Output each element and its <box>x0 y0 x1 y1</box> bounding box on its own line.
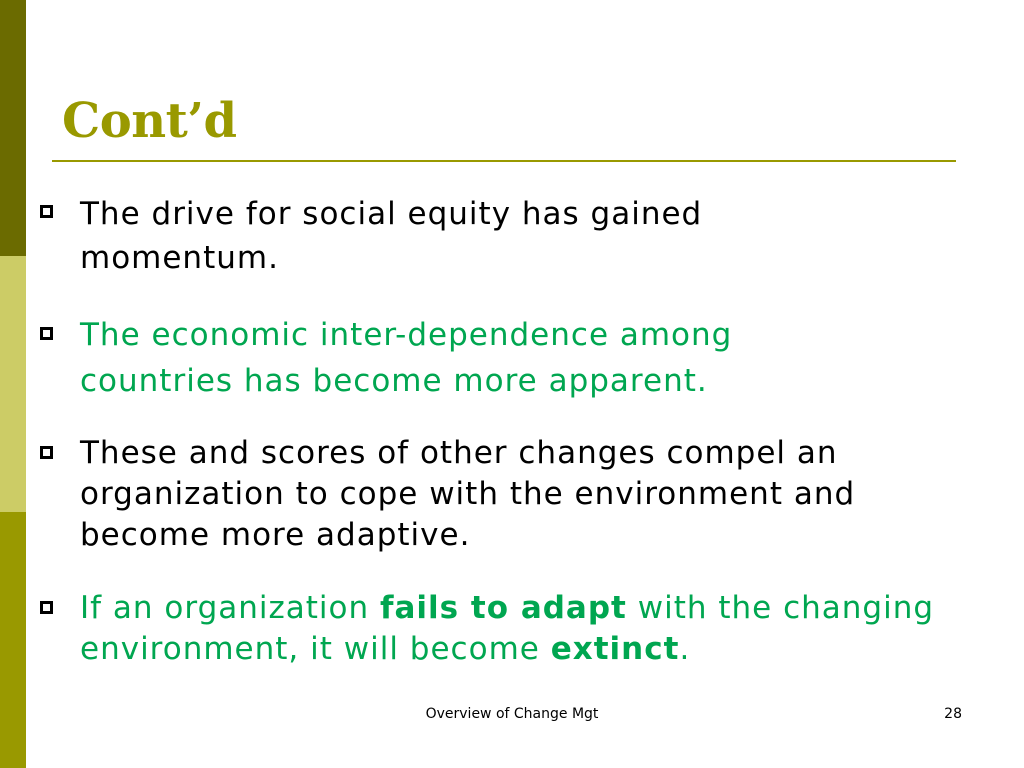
text-segment: If an organization <box>80 590 381 626</box>
emphasis-fails-to-adapt: fails to adapt <box>380 590 627 626</box>
text-segment: with the changing <box>626 590 935 626</box>
side-bar-top-segment <box>0 0 26 256</box>
bullet-line: These and scores of other changes compel an <box>80 435 838 471</box>
square-bullet-icon <box>40 205 53 218</box>
slide-title: Cont’d <box>62 93 237 149</box>
square-bullet-icon <box>40 446 53 459</box>
emphasis-extinct: extinct <box>550 631 680 667</box>
title-divider <box>52 160 956 162</box>
slide-number: 28 <box>944 706 962 722</box>
bullet-line: become more adaptive. <box>80 517 471 553</box>
footer-title: Overview of Change Mgt <box>425 706 599 722</box>
bullet-text <box>80 433 980 556</box>
bullet-text <box>80 312 980 404</box>
bullet-line: momentum. <box>80 240 279 276</box>
side-bar-middle-segment <box>0 256 26 512</box>
square-bullet-icon <box>40 601 53 614</box>
bullet-line <box>80 588 980 629</box>
bullet-line: countries has become more apparent. <box>80 363 708 399</box>
bullet-line: organization to cope with the environment and <box>80 476 856 512</box>
square-bullet-icon <box>40 327 53 340</box>
bullet-line: The economic inter-dependence among <box>80 317 733 353</box>
side-bar-bottom-segment <box>0 512 26 768</box>
text-segment: environment, it will become <box>80 631 551 667</box>
side-bar <box>0 0 26 768</box>
bullet-text <box>80 588 980 670</box>
bullet-line: The drive for social equity has gained <box>80 196 703 232</box>
bullet-text <box>80 192 980 280</box>
bullet-line <box>80 629 980 670</box>
text-segment: . <box>679 631 691 667</box>
